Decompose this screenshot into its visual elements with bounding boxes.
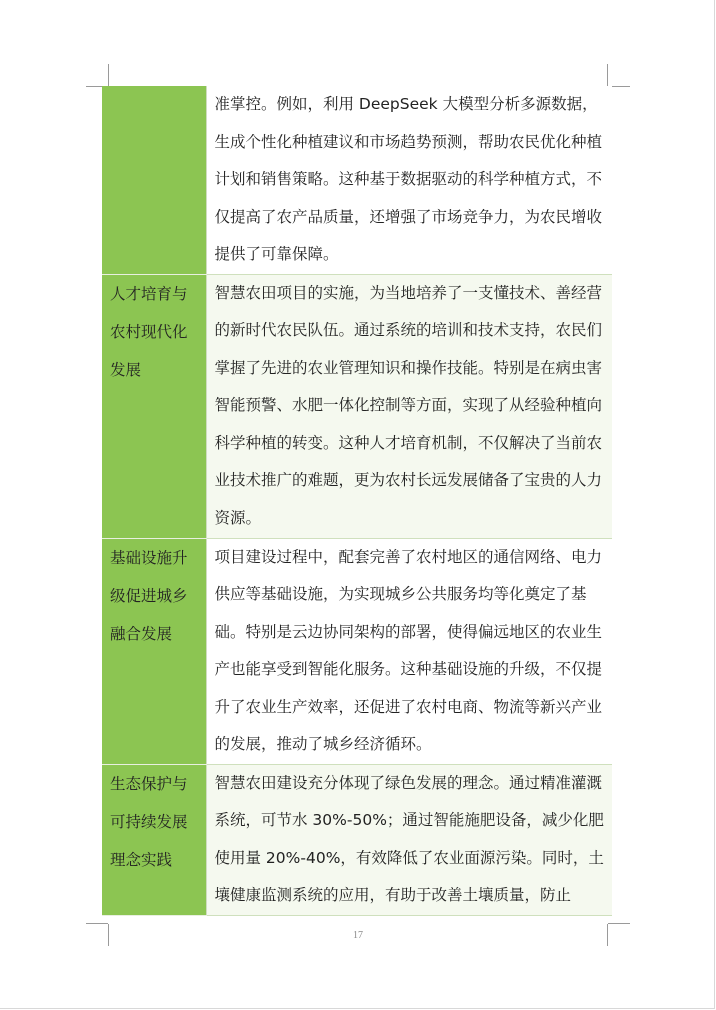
crop-mark — [608, 923, 630, 924]
row-text: 智慧农田项目的实施，为当地培养了一支懂技术、善经营的新时代农民队伍。通过系统的培训和技术支持，农民们掌握了先进的农业管理知识和操作技能。特别是在病虫害智能预警、水肥一体化控制等方面，实现了从经验种植向科学种植的转变。这种人才培育机制，不仅解决了当前农业技术推广的难题，更为农村长远发展储备了宝贵的人力资源。 — [214, 283, 603, 527]
page-number: 17 — [353, 930, 363, 941]
row-label: 人才培育与农村现代化发展 — [110, 284, 188, 379]
row-text-cell — [206, 538, 612, 764]
row-text: 项目建设过程中，配套完善了农村地区的通信网络、电力供应等基础设施，为实现城乡公共服务均等化奠定了基础。特别是云边协同架构的部署，使得偏远地区的农业生产也能享受到智能化服务。这种基础设施的升级，不仅提升了农业生产效率，还促进了农村电商、物流等新兴产业的发展，推动了城乡经济循环。 — [214, 547, 603, 753]
row-label-cell — [102, 538, 206, 764]
crop-mark — [108, 64, 109, 86]
row-text-cell — [206, 764, 612, 915]
row-text: 智慧农田建设充分体现了绿色发展的理念。通过精准灌溉系统，可节水 30%-50%；通过智能施肥设备，减少化肥使用量 20%-40%，有效降低了农业面源污染。同时，土壤健康监测系统的应用，有助于改善土壤质量，防止 — [214, 773, 604, 904]
row-label-cell — [102, 86, 206, 274]
table-row — [102, 538, 612, 764]
row-text: 准掌控。例如，利用 DeepSeek 大模型分析多源数据，生成个性化种植建议和市场趋势预测，帮助农民优化种植计划和销售策略。这种基于数据驱动的科学种植方式，不仅提高了农产品质量，还增强了市场竞争力，为农民增收提供了可靠保障。 — [214, 95, 603, 263]
crop-mark — [607, 64, 608, 86]
table-row — [102, 764, 612, 915]
crop-mark — [86, 923, 108, 924]
row-text-cell — [206, 86, 612, 274]
content-table — [102, 86, 612, 916]
row-label: 基础设施升级促进城乡融合发展 — [110, 548, 188, 643]
table-row — [102, 274, 612, 538]
table-row — [102, 86, 612, 274]
row-text-cell — [206, 274, 612, 538]
row-label-cell — [102, 274, 206, 538]
row-label-cell — [102, 764, 206, 915]
row-label: 生态保护与可持续发展理念实践 — [110, 774, 188, 869]
